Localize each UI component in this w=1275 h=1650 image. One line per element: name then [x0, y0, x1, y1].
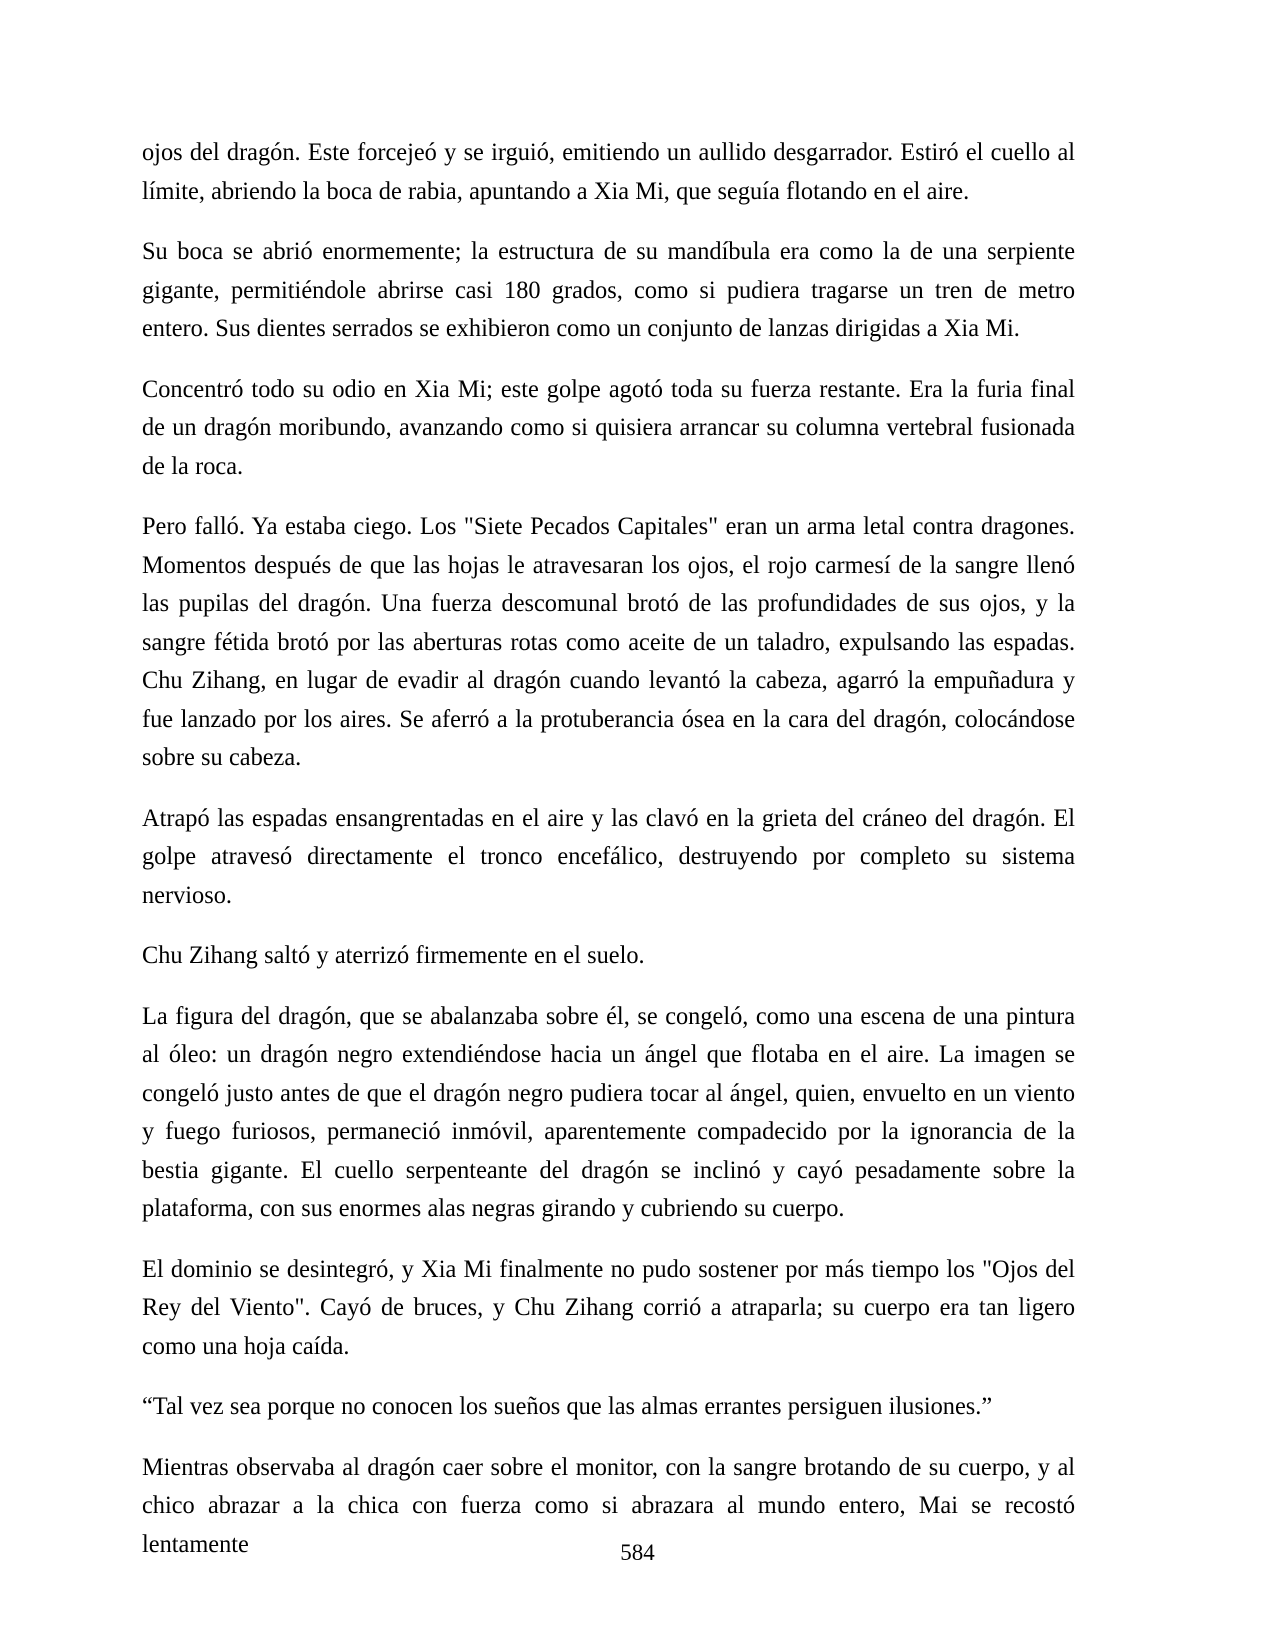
paragraph: Pero falló. Ya estaba ciego. Los "Siete Pecados Capitales" eran un arma letal contra dragones. Momentos después de que las hojas le atravesaran los ojos, el rojo carmesí de la sangre llenó las pupilas del dragón. Una fuerza descomunal brotó de las profundidades de sus ojos, y la sangre fétida brotó por las aberturas rotas como aceite de un taladro, expulsando las espadas. Chu Zihang, en lugar de evadir al dragón cuando levantó la cabeza, agarró la empuñadura y fue lanzado por los aires. Se aferró a la protuberancia ósea en la cara del dragón, colocándose sobre su cabeza. [142, 511, 1076, 771]
page-body-text [142, 133, 1075, 1563]
paragraph: La figura del dragón, que se abalanzaba sobre él, se congeló, como una escena de una pintura al óleo: un dragón negro extendiéndose hacia un ángel que flotaba en el aire. La imagen se congeló justo antes de que el dragón negro pudiera tocar al ángel, quien, envuelto en un viento y fuego furiosos, permaneció inmóvil, aparentemente compadecido por la ignorancia de la bestia gigante. El cuello serpenteante del dragón se inclinó y cayó pesadamente sobre la plataforma, con sus enormes alas negras girando y cubriendo su cuerpo. [142, 1000, 1076, 1222]
paragraph: “Tal vez sea porque no conocen los sueños que las almas errantes persiguen ilusiones.” [142, 1391, 993, 1420]
paragraph: Mientras observaba al dragón caer sobre el monitor, con la sangre brotando de su cuerpo, y al chico abrazar a la chica con fuerza como si abrazara al mundo entero, Mai se recostó lentamente [142, 1451, 1076, 1558]
paragraph: Atrapó las espadas ensangrentadas en el aire y las clavó en la grieta del cráneo del dragón. El golpe atravesó directamente el tronco encefálico, destruyendo por completo su sistema nervioso. [142, 802, 1076, 909]
page-number: 584 [620, 1540, 655, 1565]
paragraph: El dominio se desintegró, y Xia Mi finalmente no pudo sostener por más tiempo los "Ojos del Rey del Viento". Cayó de bruces, y Chu Zihang corrió a atraparla; su cuerpo era tan ligero como una hoja caída. [142, 1253, 1076, 1360]
paragraph: ojos del dragón. Este forcejeó y se irguió, emitiendo un aullido desgarrador. Estiró el cuello al límite, abriendo la boca de rabia, apuntando a Xia Mi, que seguía flotando en el aire. [142, 137, 1076, 205]
paragraph: Chu Zihang saltó y aterrizó firmemente en el suelo. [142, 940, 645, 969]
paragraph: Concentró todo su odio en Xia Mi; este golpe agotó toda su fuerza restante. Era la furia final de un dragón moribundo, avanzando como si quisiera arrancar su columna vertebral fusionada de la roca. [142, 373, 1076, 480]
paragraph: Su boca se abrió enormemente; la estructura de su mandíbula era como la de una serpiente gigante, permitiéndole abrirse casi 180 grados, como si pudiera tragarse un tren de metro entero. Sus dientes serrados se exhibieron como un conjunto de lanzas dirigidas a Xia Mi. [142, 236, 1076, 342]
